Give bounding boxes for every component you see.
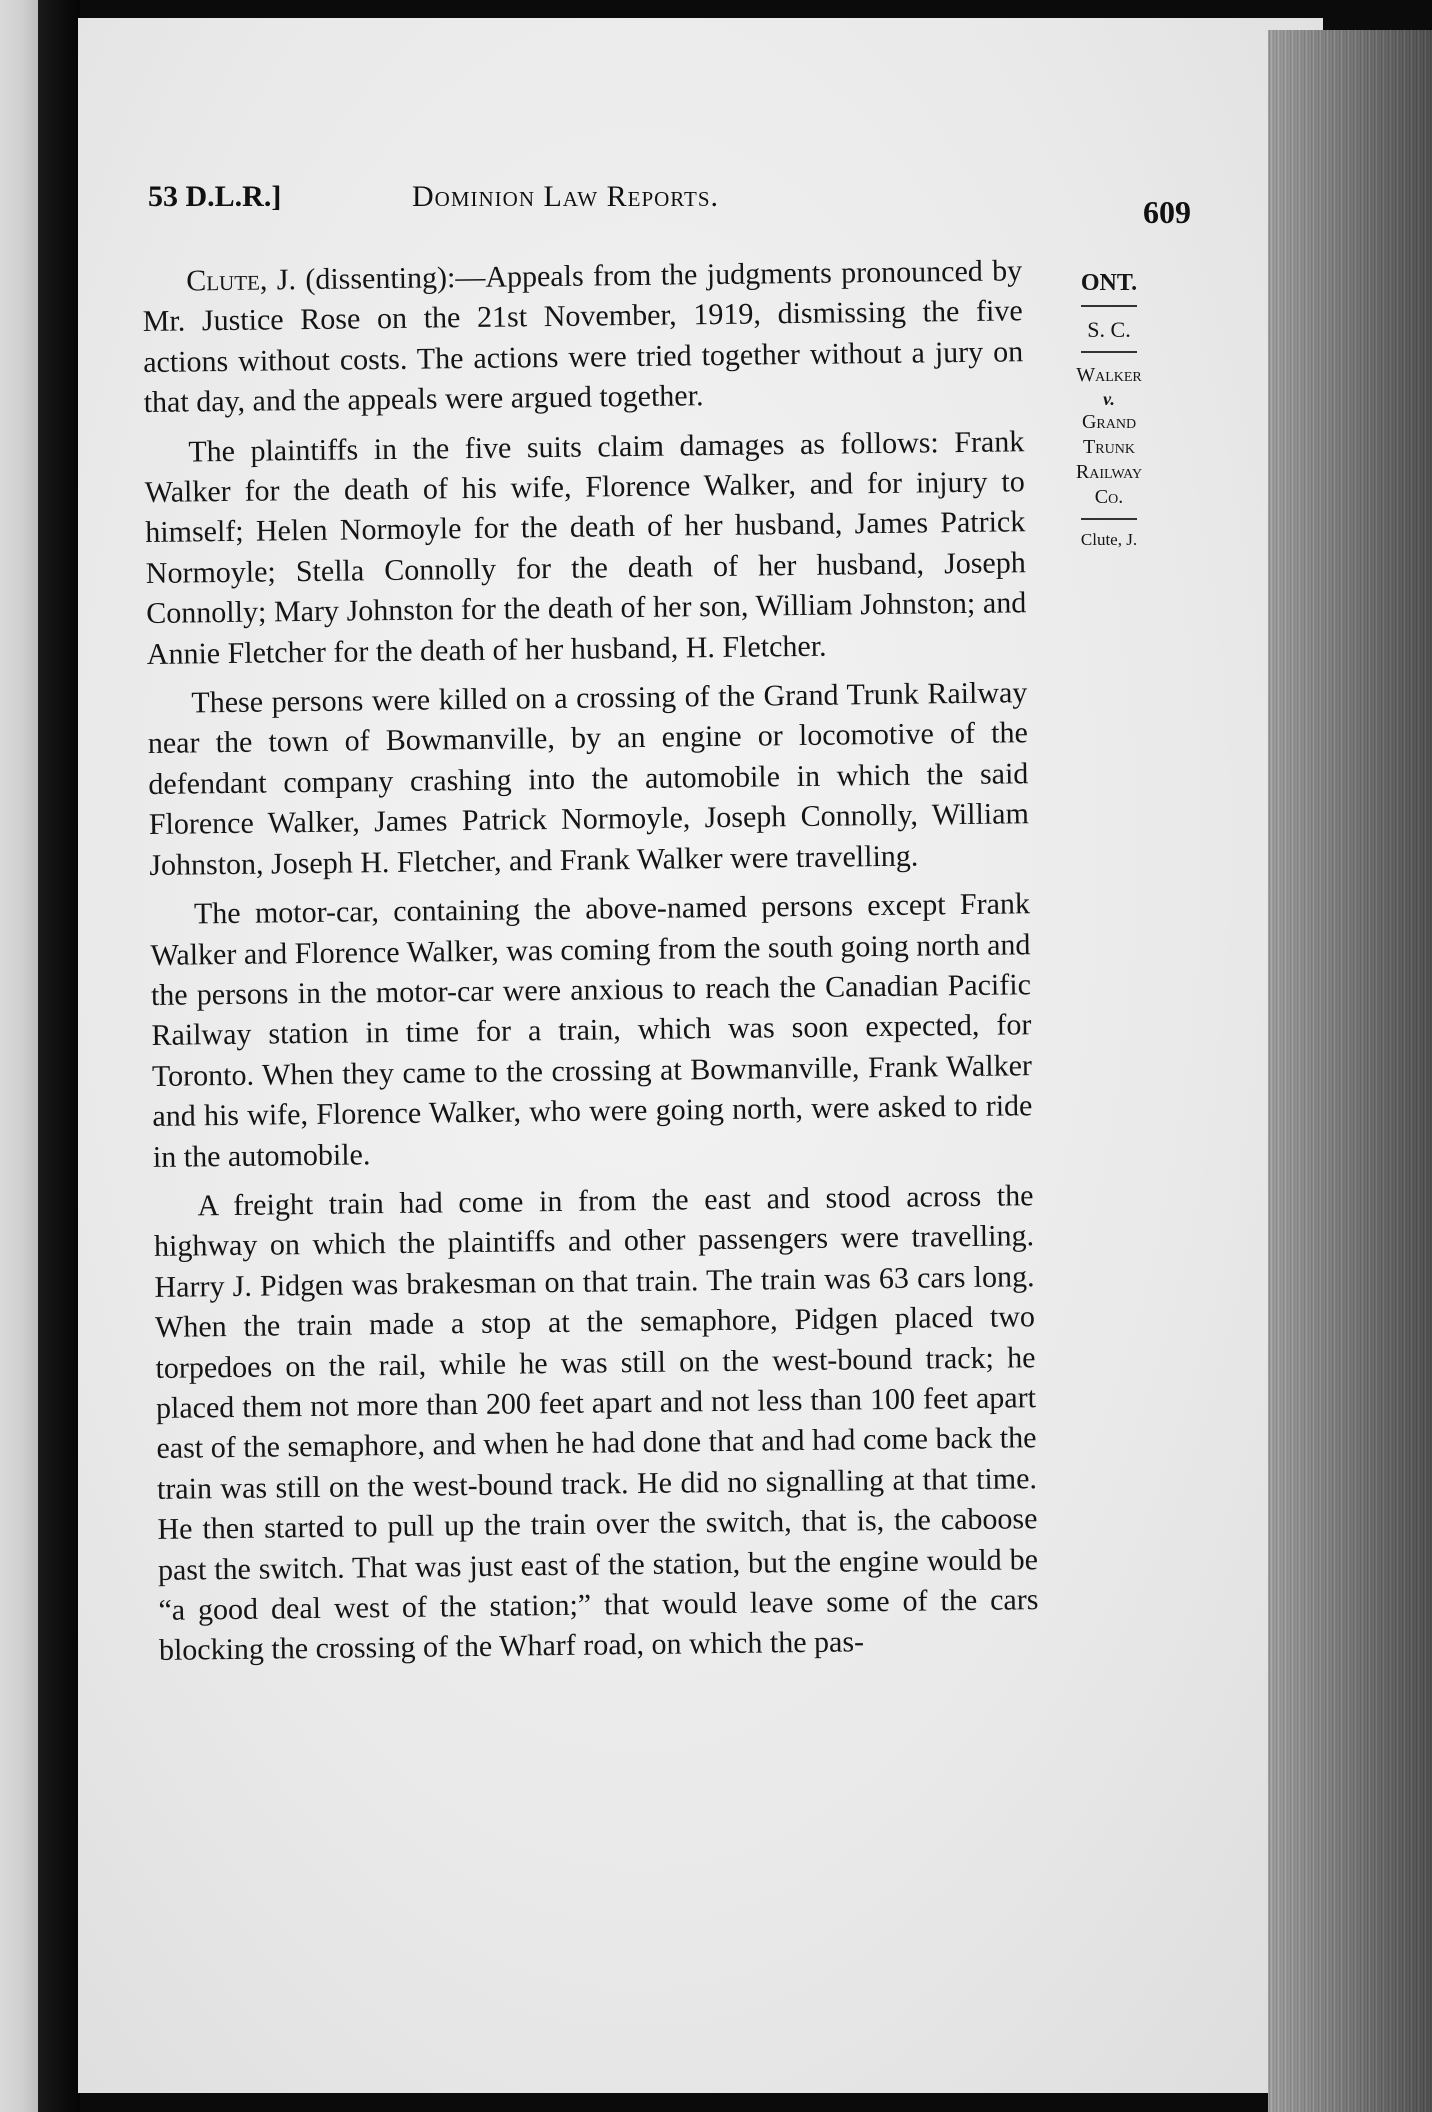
rule-divider bbox=[1081, 305, 1137, 307]
judge-lead: Clute, J. bbox=[186, 263, 297, 298]
report-title: Dominion Law Reports. bbox=[412, 180, 720, 213]
paragraph-3: These persons were killed on a crossing of the Grand Trunk Railway near the town of Bowmanville, by an engine or locomotive of the defendant company crashing into the automobile in which the said Florence Walker, James Patrick Normoyle, Joseph Connolly, William Johnston, Joseph H. Fletcher, and Frank Walker were travelling. bbox=[147, 676, 1030, 882]
adjacent-page-edge bbox=[0, 0, 38, 2112]
volume-reference: 53 D.L.R.] bbox=[148, 180, 282, 213]
case-party-2-line-4: Co. bbox=[1094, 486, 1124, 508]
paragraph-2: The plaintiffs in the five suits claim damages as follows: Frank Walker for the death of his wife, Florence Walker, and for injury to himself; Helen Normoyle for the death of her husband, James Patrick Normoyle; Stella Connolly for the death of her husband, Joseph Connolly; Mary Johnston for the death of her son, William Johnston; and Annie Fletcher for the death of her husband, H. Fletcher. bbox=[144, 424, 1027, 671]
paragraph-1-text: (dissenting):—Appeals from the judgments pronounced by Mr. Justice Rose on the 21st November, 1919, dismissing the five actions without costs. The actions were tried together without a jury on that day, and the appeals were argued together. bbox=[142, 254, 1024, 420]
paragraph-5: A freight train had come in from the east and stood across the highway on which the plaintiffs and other passengers were travelling. Harry J. Pidgen was brakesman on that train. The train was 63 cars long. When the train made a stop at the semaphore, Pidgen placed two torpedoes on the rail, while he was still on the west-bound track; he placed them not more than 200 feet apart and not less than 100 feet apart east of the semaphore, and when he had done that and had come back the train was still on the west-bound track. He did no signalling at that time. He then started to pull up the train over the switch, that is, the caboose past the switch. That was just east of the station, but the engine would be “a good deal west of the station;” that would leave some of the cars blocking the crossing of the Wharf road, on which the pas- bbox=[153, 1179, 1039, 1668]
case-party-1: Walker bbox=[1076, 364, 1142, 386]
rule-divider bbox=[1081, 351, 1137, 353]
paragraph-4: The motor-car, containing the above-named persons except Frank Walker and Florence Walker, was coming from the south going north and the persons in the motor-car were anxious to reach the Canadian Pacific Railway station in time for a train, which was soon expected, for Toronto. When they came to the crossing at Bowmanville, Frank Walker and his wife, Florence Walker, who were going north, were asked to ride in the automobile. bbox=[150, 887, 1033, 1174]
book-gutter bbox=[38, 0, 80, 2112]
body-text bbox=[142, 251, 1039, 1680]
case-party-2-line-2: Trunk bbox=[1083, 436, 1135, 458]
margin-sidenote bbox=[1044, 270, 1174, 550]
rule-divider bbox=[1081, 518, 1137, 520]
page-number: 609 bbox=[1143, 194, 1191, 230]
case-party-2-line-1: Grand bbox=[1081, 411, 1137, 433]
court: S. C. bbox=[1087, 317, 1131, 342]
judge: Clute, J. bbox=[1080, 530, 1138, 549]
case-party-2-line-3: Railway bbox=[1075, 461, 1143, 483]
page-stack-edges bbox=[1268, 30, 1432, 2112]
versus: v. bbox=[1103, 389, 1115, 409]
province: ONT. bbox=[1080, 270, 1138, 296]
running-header bbox=[148, 180, 1198, 230]
paragraph-1 bbox=[142, 251, 1024, 423]
